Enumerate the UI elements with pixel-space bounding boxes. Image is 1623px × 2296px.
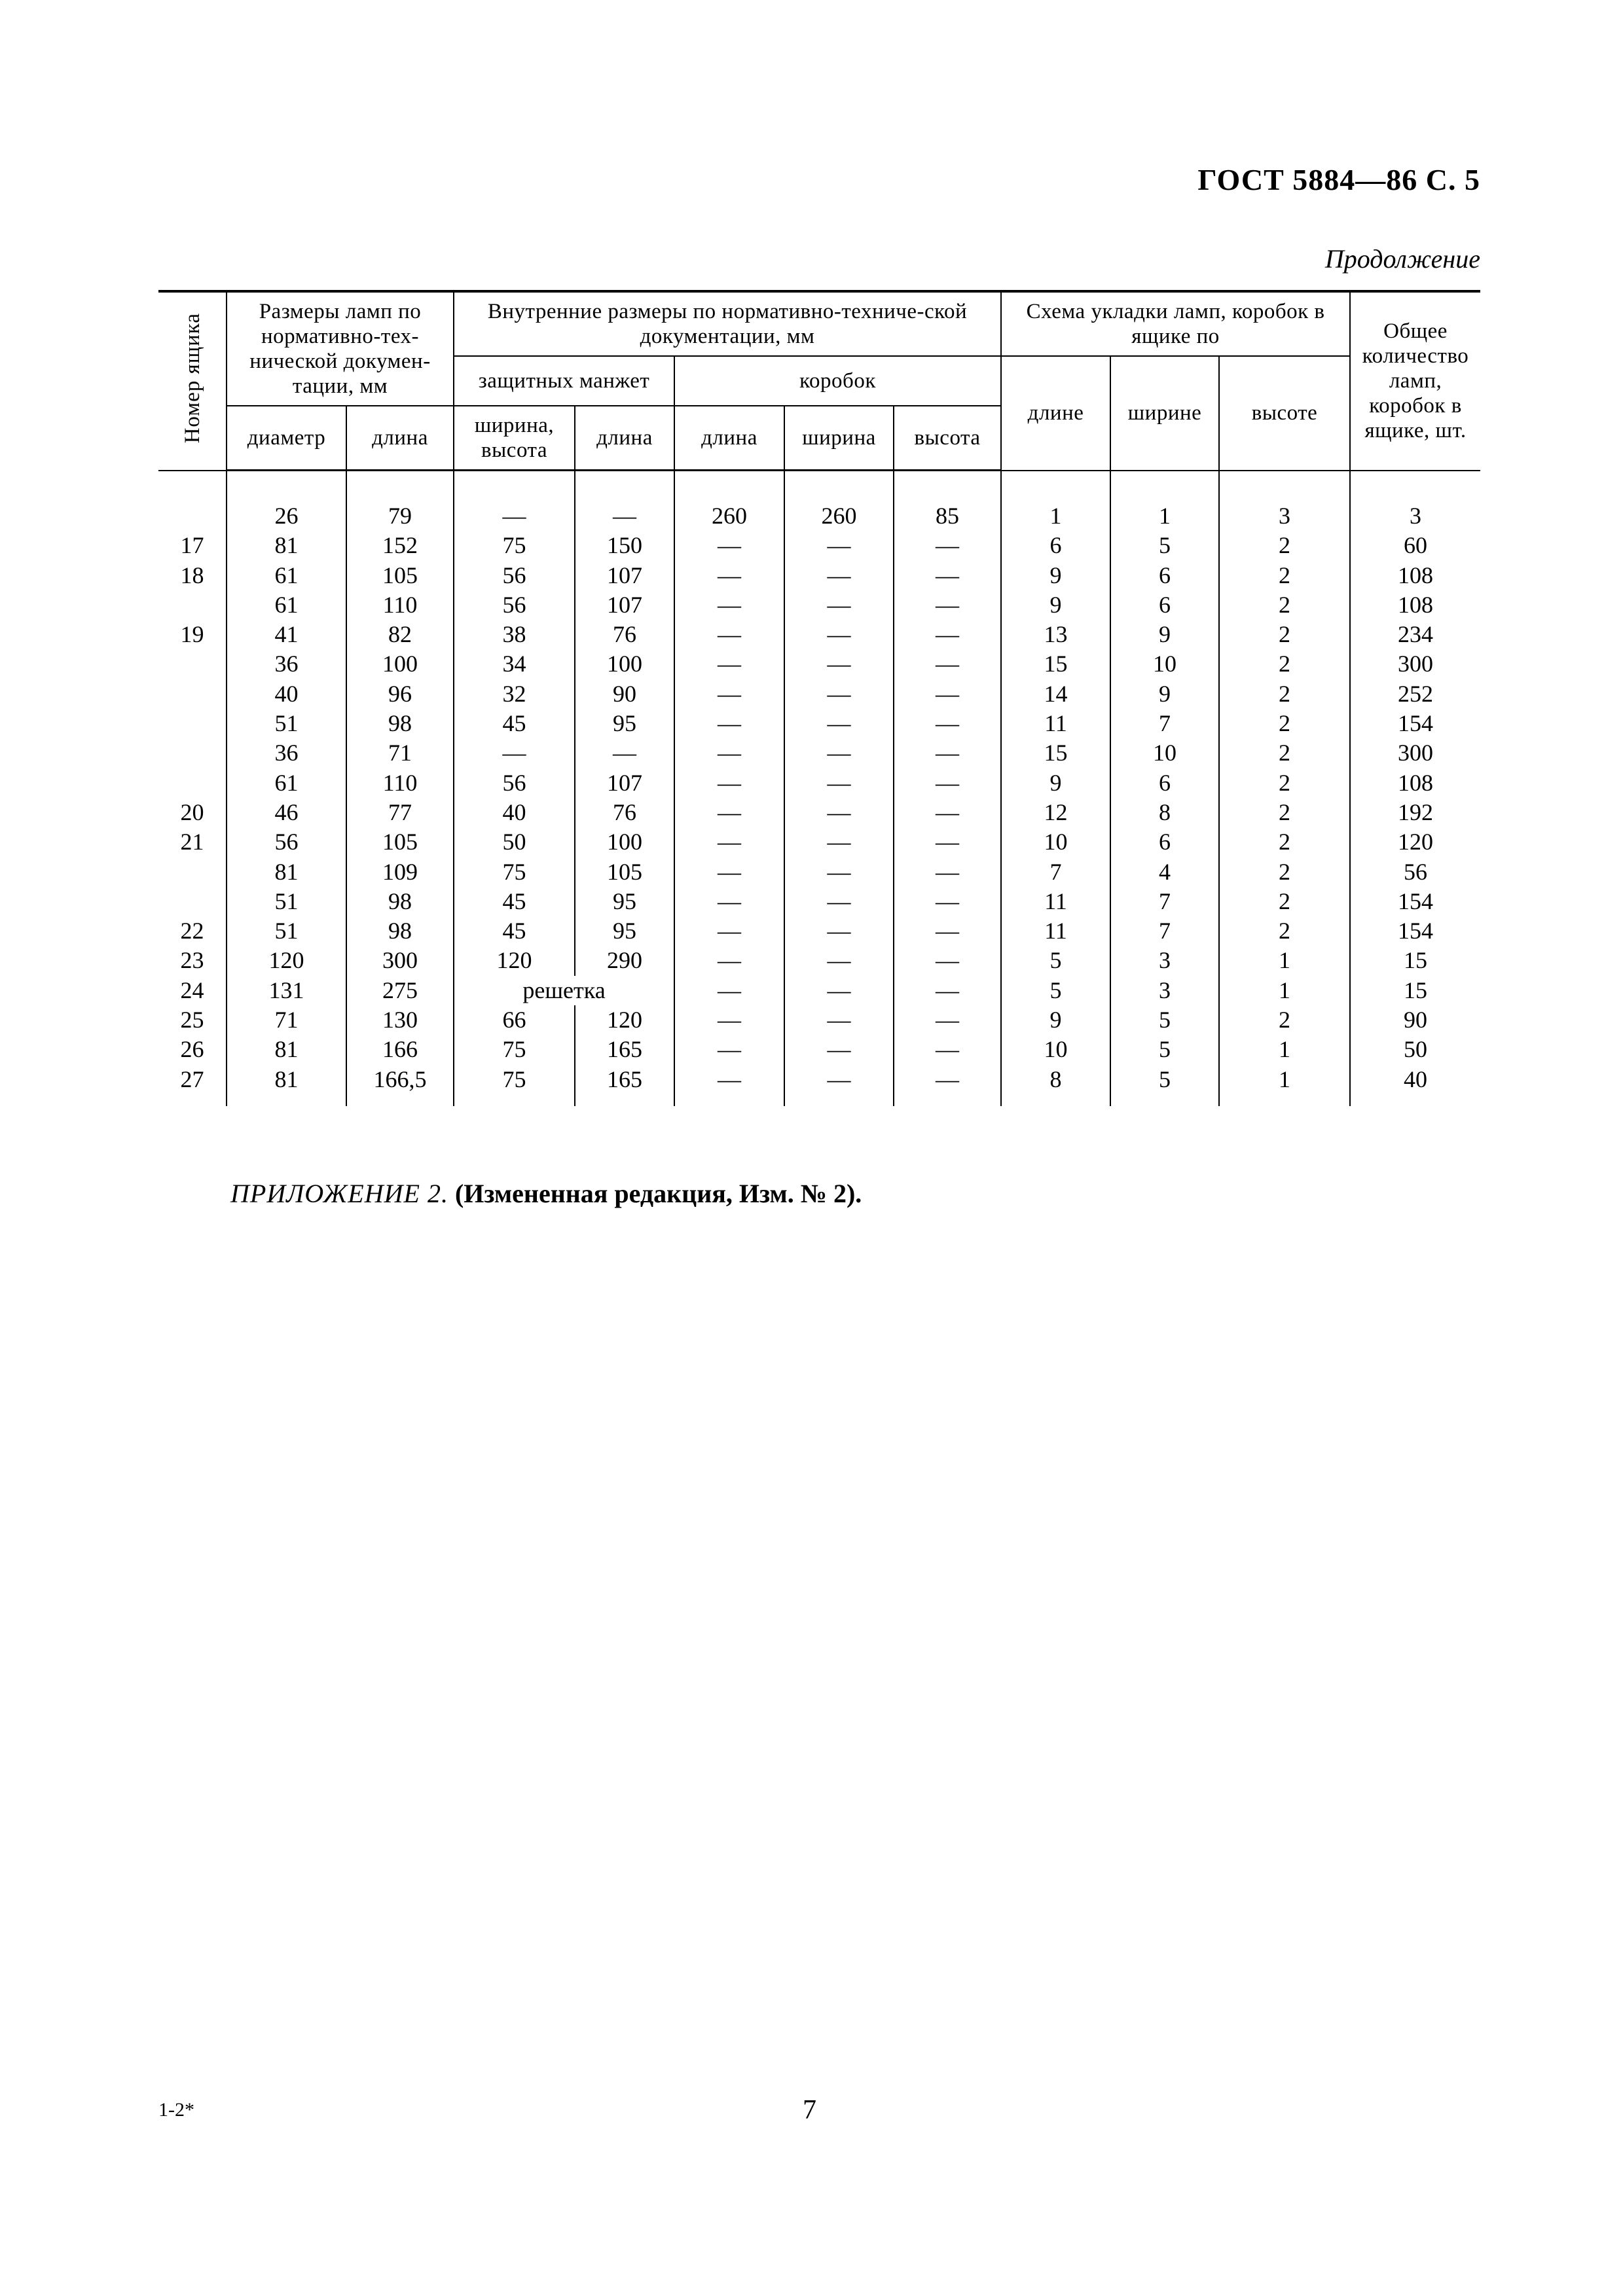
cell-cuff-wh: 45: [454, 709, 575, 738]
cell-by-h: 3: [1219, 501, 1350, 531]
cell-diameter: 61: [227, 590, 346, 620]
cell-total: 192: [1350, 798, 1480, 827]
cell-box-w: —: [784, 679, 894, 709]
cell-merged-note: решетка: [454, 976, 674, 1005]
cell-box-h: —: [894, 679, 1001, 709]
cell-cuff-wh: 45: [454, 916, 575, 946]
cell-total: 154: [1350, 916, 1480, 946]
cell-by-h: 2: [1219, 679, 1350, 709]
table-row: [158, 561, 1480, 590]
cell-by-w: 6: [1110, 561, 1219, 590]
cell-box: [158, 679, 227, 709]
cell-by-len: 9: [1001, 561, 1110, 590]
cell-by-len: 11: [1001, 887, 1110, 916]
cell-length: 77: [346, 798, 454, 827]
cell-by-w: 5: [1110, 1005, 1219, 1035]
cell-length: 100: [346, 649, 454, 679]
cell-cuff-len: 95: [575, 916, 674, 946]
cell-cuff-len: 95: [575, 709, 674, 738]
cell-by-h: 2: [1219, 887, 1350, 916]
cell-cuff-len: 107: [575, 768, 674, 798]
cell-by-w: 7: [1110, 709, 1219, 738]
table-row: [158, 798, 1480, 827]
cell-cuff-len: 150: [575, 531, 674, 560]
cell-by-h: 2: [1219, 768, 1350, 798]
cell-by-h: 1: [1219, 976, 1350, 1005]
table-row: [158, 531, 1480, 560]
cell-box-w: —: [784, 1005, 894, 1035]
cell-box: [158, 768, 227, 798]
cell-cuff-wh: 56: [454, 561, 575, 590]
cell-cuff-len: 76: [575, 798, 674, 827]
cell-box-w: 260: [784, 501, 894, 531]
table-row: [158, 946, 1480, 975]
cell-by-w: 7: [1110, 887, 1219, 916]
cell-box-h: —: [894, 1065, 1001, 1106]
cell-box-w: —: [784, 620, 894, 649]
cell-by-w: 7: [1110, 916, 1219, 946]
cell-length: 98: [346, 709, 454, 738]
header-box-number: Номер ящика: [158, 291, 227, 471]
cell-box-w: —: [784, 1035, 894, 1064]
cell-box-len: —: [674, 798, 784, 827]
cell-box: 18: [180, 562, 204, 588]
cell-by-w: 3: [1110, 946, 1219, 975]
spacer-cell: [575, 471, 674, 502]
cell-box-w: —: [784, 649, 894, 679]
cell-by-len: 13: [1001, 620, 1110, 649]
table-row: [158, 620, 1480, 649]
spacer-cell: [1001, 471, 1110, 502]
cell-cuff-len: 76: [575, 620, 674, 649]
cell-by-len: 12: [1001, 798, 1110, 827]
spacer-cell: [1219, 471, 1350, 502]
cell-diameter: 120: [227, 946, 346, 975]
table-row: [158, 768, 1480, 798]
cell-cuff-wh: 40: [454, 798, 575, 827]
header-protective-cuffs: защитных манжет: [454, 356, 674, 406]
cell-by-w: 4: [1110, 857, 1219, 887]
cell-box-h: —: [894, 887, 1001, 916]
table-row: [158, 1065, 1480, 1106]
cell-cuff-wh: 75: [454, 1065, 575, 1106]
spacer-cell: [1350, 471, 1480, 502]
cell-box-len: —: [674, 1065, 784, 1106]
cell-cuff-wh: 75: [454, 1035, 575, 1064]
cell-by-len: 7: [1001, 857, 1110, 887]
cell-cuff-wh: 50: [454, 827, 575, 857]
header-box-height: высота: [894, 406, 1001, 471]
header-along-length: длине: [1001, 356, 1110, 471]
cell-cuff-len: 100: [575, 649, 674, 679]
cell-box-len: —: [674, 679, 784, 709]
cell-total: 252: [1350, 679, 1480, 709]
cell-box-w: —: [784, 798, 894, 827]
cell-by-h: 2: [1219, 561, 1350, 590]
cell-total: 60: [1350, 531, 1480, 560]
cell-length: 82: [346, 620, 454, 649]
cell-box-h: —: [894, 590, 1001, 620]
header-cuff-length: длина: [575, 406, 674, 471]
cell-total: 108: [1350, 768, 1480, 798]
table-row: [158, 976, 1480, 1005]
cell-box-h: —: [894, 946, 1001, 975]
cell-box-len: —: [674, 916, 784, 946]
cell-by-h: 2: [1219, 916, 1350, 946]
cell-length: 96: [346, 679, 454, 709]
cell-box-w: —: [784, 946, 894, 975]
cell-cuff-len: 95: [575, 887, 674, 916]
cell-box-w: —: [784, 887, 894, 916]
cell-diameter: 46: [227, 798, 346, 827]
cell-by-h: 2: [1219, 857, 1350, 887]
header-total: Общее количество ламп, коробок в ящике, шт.: [1350, 291, 1480, 471]
cell-box: [158, 501, 227, 531]
cell-cuff-wh: 56: [454, 590, 575, 620]
header-lamp-dims: Размеры ламп по нормативно-тех-нической докумен-тации, мм: [227, 291, 454, 406]
cell-by-h: 2: [1219, 798, 1350, 827]
cell-cuff-wh: 75: [454, 531, 575, 560]
cell-diameter: 51: [227, 916, 346, 946]
cell-by-w: 6: [1110, 590, 1219, 620]
cell-total: 108: [1350, 590, 1480, 620]
cell-total: 154: [1350, 709, 1480, 738]
cell-box: 23: [180, 947, 204, 974]
table-row: [158, 827, 1480, 857]
header-scheme: Схема укладки ламп, коробок в ящике по: [1001, 291, 1350, 356]
cell-length: 98: [346, 887, 454, 916]
cell-by-w: 5: [1110, 1065, 1219, 1106]
cell-diameter: 26: [227, 501, 346, 531]
cell-diameter: 40: [227, 679, 346, 709]
header-along-height: высоте: [1219, 356, 1350, 471]
cell-by-w: 10: [1110, 738, 1219, 768]
addendum-title: ПРИЛОЖЕНИЕ 2.: [230, 1179, 448, 1208]
cell-cuff-len: 107: [575, 561, 674, 590]
cell-box: [158, 887, 227, 916]
continuation-label: Продолжение: [1324, 244, 1480, 274]
cell-length: 275: [346, 976, 454, 1005]
cell-box-len: —: [674, 738, 784, 768]
cell-by-len: 5: [1001, 976, 1110, 1005]
cell-by-len: 6: [1001, 531, 1110, 560]
cell-cuff-wh: 34: [454, 649, 575, 679]
cell-diameter: 36: [227, 738, 346, 768]
cell-box-len: —: [674, 709, 784, 738]
cell-by-w: 10: [1110, 649, 1219, 679]
header-box-length: длина: [674, 406, 784, 471]
cell-box-h: —: [894, 709, 1001, 738]
spacer-cell: [346, 471, 454, 502]
cell-box-w: —: [784, 857, 894, 887]
footer-mark: 1-2*: [158, 2099, 194, 2121]
cell-length: 105: [346, 827, 454, 857]
cell-box: [158, 649, 227, 679]
cell-by-len: 14: [1001, 679, 1110, 709]
cell-cuff-len: 105: [575, 857, 674, 887]
cell-diameter: 51: [227, 887, 346, 916]
packing-table: [158, 290, 1480, 1106]
cell-box: [158, 709, 227, 738]
cell-by-w: 3: [1110, 976, 1219, 1005]
cell-by-h: 1: [1219, 1065, 1350, 1106]
cell-by-w: 9: [1110, 679, 1219, 709]
cell-by-len: 9: [1001, 768, 1110, 798]
cell-length: 300: [346, 946, 454, 975]
cell-cuff-wh: —: [454, 501, 575, 531]
cell-box: [158, 590, 227, 620]
cell-by-h: 2: [1219, 620, 1350, 649]
cell-cuff-wh: 75: [454, 857, 575, 887]
spacer-cell: [227, 471, 346, 502]
table-row: [158, 887, 1480, 916]
cell-box-w: —: [784, 531, 894, 560]
cell-total: 15: [1350, 946, 1480, 975]
cell-total: 15: [1350, 976, 1480, 1005]
spacer-cell: [158, 471, 227, 502]
cell-length: 130: [346, 1005, 454, 1035]
addendum-note: [230, 1178, 862, 1209]
cell-diameter: 81: [227, 531, 346, 560]
cell-box-w: —: [784, 916, 894, 946]
cell-diameter: 36: [227, 649, 346, 679]
cell-length: 110: [346, 590, 454, 620]
cell-length: 79: [346, 501, 454, 531]
addendum-revision: (Измененная редакция, Изм. № 2).: [454, 1179, 862, 1208]
cell-by-w: 6: [1110, 827, 1219, 857]
cell-box-len: —: [674, 827, 784, 857]
cell-total: 300: [1350, 738, 1480, 768]
cell-box-w: —: [784, 590, 894, 620]
cell-cuff-len: 90: [575, 679, 674, 709]
cell-box-w: —: [784, 1065, 894, 1106]
document-reference: ГОСТ 5884—86 С. 5: [1197, 163, 1480, 196]
cell-by-len: 9: [1001, 1005, 1110, 1035]
spacer-cell: [1110, 471, 1219, 502]
cell-box-h: —: [894, 768, 1001, 798]
cell-cuff-len: —: [575, 738, 674, 768]
cell-box: 22: [180, 918, 204, 944]
table-header: [158, 291, 1480, 471]
cell-length: 109: [346, 857, 454, 887]
cell-length: 166: [346, 1035, 454, 1064]
cell-box-h: —: [894, 827, 1001, 857]
cell-box: [158, 857, 227, 887]
cell-box: [158, 738, 227, 768]
cell-by-w: 5: [1110, 1035, 1219, 1064]
cell-box-h: —: [894, 1005, 1001, 1035]
cell-diameter: 81: [227, 1065, 346, 1106]
cell-cuff-len: 165: [575, 1065, 674, 1106]
cell-by-len: 8: [1001, 1065, 1110, 1106]
cell-total: 300: [1350, 649, 1480, 679]
header-diameter: диаметр: [227, 406, 346, 471]
cell-box-len: —: [674, 946, 784, 975]
cell-box-len: —: [674, 1005, 784, 1035]
cell-by-len: 10: [1001, 1035, 1110, 1064]
cell-diameter: 81: [227, 857, 346, 887]
cell-box-len: —: [674, 1035, 784, 1064]
cell-cuff-len: 165: [575, 1035, 674, 1064]
cell-length: 105: [346, 561, 454, 590]
cell-total: 108: [1350, 561, 1480, 590]
spacer-cell: [674, 471, 784, 502]
cell-box-h: 85: [894, 501, 1001, 531]
cell-by-w: 9: [1110, 620, 1219, 649]
cell-box-len: —: [674, 590, 784, 620]
header-length: длина: [346, 406, 454, 471]
cell-cuff-wh: 56: [454, 768, 575, 798]
cell-by-len: 9: [1001, 590, 1110, 620]
cell-diameter: 61: [227, 768, 346, 798]
cell-by-len: 1: [1001, 501, 1110, 531]
cell-by-len: 5: [1001, 946, 1110, 975]
cell-cuff-len: 100: [575, 827, 674, 857]
cell-diameter: 41: [227, 620, 346, 649]
cell-cuff-wh: 66: [454, 1005, 575, 1035]
cell-total: 40: [1350, 1065, 1480, 1106]
cell-box-h: —: [894, 798, 1001, 827]
cell-box-h: —: [894, 857, 1001, 887]
cell-box-len: —: [674, 620, 784, 649]
cell-by-len: 10: [1001, 827, 1110, 857]
cell-box-h: —: [894, 620, 1001, 649]
cell-cuff-wh: 32: [454, 679, 575, 709]
cell-box-len: —: [674, 561, 784, 590]
table-body: [158, 471, 1480, 1106]
cell-box-h: —: [894, 531, 1001, 560]
cell-box-h: —: [894, 976, 1001, 1005]
cell-cuff-wh: 120: [454, 946, 575, 975]
header-box-width: ширина: [784, 406, 894, 471]
cell-box: 17: [180, 532, 204, 559]
cell-total: 154: [1350, 887, 1480, 916]
cell-by-h: 2: [1219, 531, 1350, 560]
cell-box-h: —: [894, 1035, 1001, 1064]
table-row: [158, 916, 1480, 946]
cell-by-h: 1: [1219, 946, 1350, 975]
table-row: [158, 738, 1480, 768]
table-row: [158, 501, 1480, 531]
cell-diameter: 71: [227, 1005, 346, 1035]
cell-box-h: —: [894, 649, 1001, 679]
cell-box-w: —: [784, 827, 894, 857]
table-row: [158, 1035, 1480, 1064]
cell-length: 98: [346, 916, 454, 946]
cell-box-w: —: [784, 709, 894, 738]
header-width-height: ширина, высота: [454, 406, 575, 471]
cell-box-len: 260: [674, 501, 784, 531]
cell-by-h: 2: [1219, 738, 1350, 768]
cell-box: 24: [180, 977, 204, 1003]
cell-cuff-wh: —: [454, 738, 575, 768]
cell-by-len: 15: [1001, 738, 1110, 768]
cell-box: 26: [180, 1036, 204, 1063]
cell-box-len: —: [674, 857, 784, 887]
header-boxes: коробок: [674, 356, 1001, 406]
cell-total: 3: [1350, 501, 1480, 531]
cell-cuff-len: —: [575, 501, 674, 531]
cell-by-h: 2: [1219, 709, 1350, 738]
cell-box-w: —: [784, 738, 894, 768]
cell-box: 27: [180, 1066, 204, 1092]
cell-cuff-len: 290: [575, 946, 674, 975]
cell-length: 166,5: [346, 1065, 454, 1106]
cell-length: 71: [346, 738, 454, 768]
cell-diameter: 131: [227, 976, 346, 1005]
cell-box-w: —: [784, 768, 894, 798]
cell-by-h: 1: [1219, 1035, 1350, 1064]
cell-by-w: 8: [1110, 798, 1219, 827]
cell-box: 21: [180, 829, 204, 855]
cell-by-h: 2: [1219, 1005, 1350, 1035]
cell-box-len: —: [674, 649, 784, 679]
cell-total: 56: [1350, 857, 1480, 887]
cell-by-h: 2: [1219, 590, 1350, 620]
cell-cuff-len: 120: [575, 1005, 674, 1035]
cell-diameter: 61: [227, 561, 346, 590]
spacer-cell: [894, 471, 1001, 502]
cell-diameter: 51: [227, 709, 346, 738]
cell-length: 152: [346, 531, 454, 560]
cell-box-h: —: [894, 561, 1001, 590]
cell-box-len: —: [674, 531, 784, 560]
cell-by-len: 11: [1001, 916, 1110, 946]
table-row: [158, 1005, 1480, 1035]
header-along-width: ширине: [1110, 356, 1219, 471]
cell-by-h: 2: [1219, 649, 1350, 679]
cell-box-len: —: [674, 768, 784, 798]
table-row: [158, 590, 1480, 620]
cell-box: 19: [180, 621, 204, 648]
table-row: [158, 709, 1480, 738]
cell-cuff-wh: 38: [454, 620, 575, 649]
header-inner-dims: Внутренние размеры по нормативно-техниче-ской документации, мм: [454, 291, 1001, 356]
table-row: [158, 649, 1480, 679]
spacer-cell: [784, 471, 894, 502]
cell-box-w: —: [784, 561, 894, 590]
cell-by-w: 1: [1110, 501, 1219, 531]
page-number: 7: [803, 2095, 816, 2125]
table-row: [158, 857, 1480, 887]
cell-length: 110: [346, 768, 454, 798]
cell-by-h: 2: [1219, 827, 1350, 857]
cell-box-h: —: [894, 738, 1001, 768]
cell-by-w: 6: [1110, 768, 1219, 798]
cell-box-len: —: [674, 887, 784, 916]
cell-by-len: 15: [1001, 649, 1110, 679]
cell-box: 20: [180, 798, 204, 825]
table-row: [158, 679, 1480, 709]
cell-box-h: —: [894, 916, 1001, 946]
cell-box-w: —: [784, 976, 894, 1005]
cell-total: 120: [1350, 827, 1480, 857]
cell-cuff-len: 107: [575, 590, 674, 620]
cell-diameter: 81: [227, 1035, 346, 1064]
cell-box: 25: [180, 1007, 204, 1033]
cell-total: 90: [1350, 1005, 1480, 1035]
cell-total: 234: [1350, 620, 1480, 649]
spacer-row: [158, 471, 1480, 502]
cell-cuff-wh: 45: [454, 887, 575, 916]
cell-diameter: 56: [227, 827, 346, 857]
cell-box-len: —: [674, 976, 784, 1005]
cell-by-len: 11: [1001, 709, 1110, 738]
cell-total: 50: [1350, 1035, 1480, 1064]
cell-by-w: 5: [1110, 531, 1219, 560]
spacer-cell: [454, 471, 575, 502]
